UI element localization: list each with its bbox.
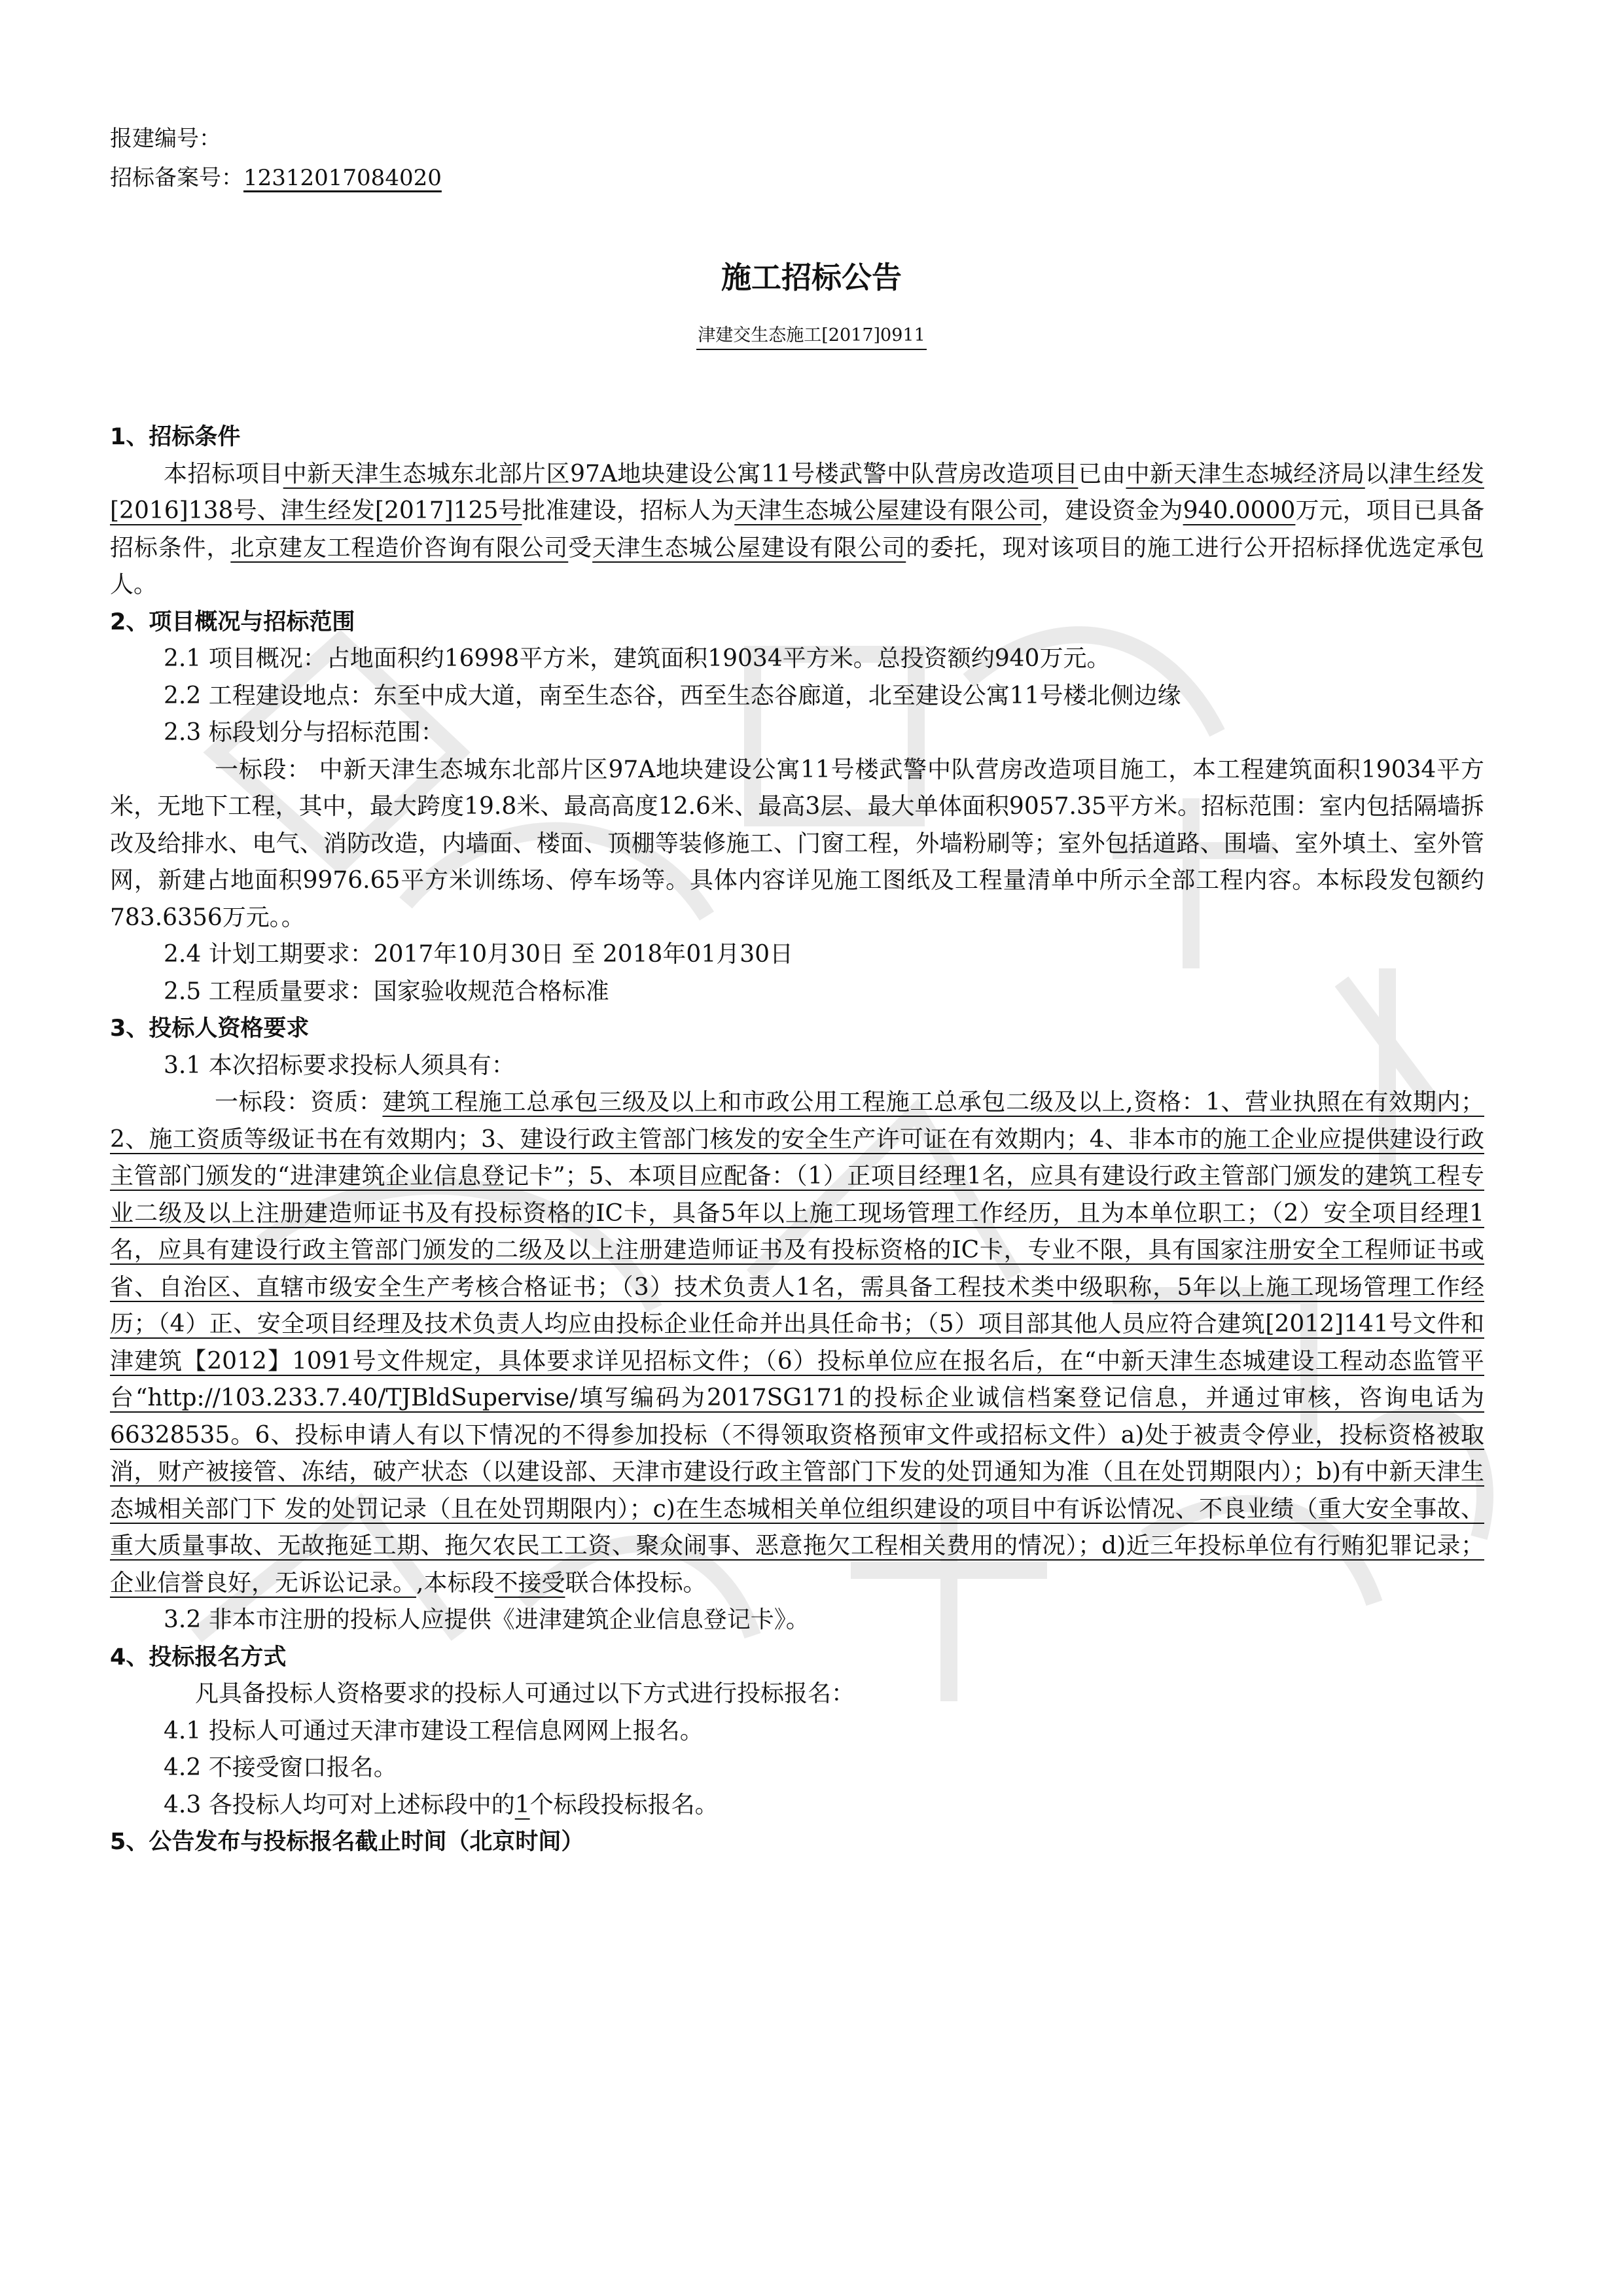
s1-project: 中新天津生态城东北部片区97A地块建设公寓11号楼武警中队营房改造项目 xyxy=(283,460,1079,487)
beian-label: 招标备案号： xyxy=(110,165,243,191)
item-2-4: 2.4 计划工期要求：2017年10月30日 至 2018年01月30日 xyxy=(164,941,794,968)
item-4-3-text: 个标段投标报名。 xyxy=(529,1791,719,1818)
item-2-5: 2.5 工程质量要求：国家验收规范合格标准 xyxy=(164,978,609,1005)
qual-no-consortium: 不接受 xyxy=(494,1569,565,1597)
beian-value: 12312017084020 xyxy=(243,165,442,191)
baojian-label: 报建编号： xyxy=(110,126,221,152)
s1-text: ，建设资金为 xyxy=(1041,497,1183,524)
section1-heading: 1、招标条件 xyxy=(110,424,241,450)
qualification-paragraph xyxy=(110,1084,1484,1602)
item-4-1: 4.1 投标人可通过天津市建设工程信息网网上报名。 xyxy=(164,1717,704,1744)
lot-description: 一标段： 中新天津生态城东北部片区97A地块建设公寓11号楼武警中队营房改造项目施工，本工程建筑面积19034平方米，无地下工程，其中，最大跨度19.8米、最高高度12.6米、最高3层、最大单体面积9057.35平方米。招标范围：室内包括隔墙拆改及给排水、电气、消防改造，内墙面、楼面、顶棚等装修施工、门窗工程，外墙粉刷等；室外包括道路、围墙、室外填土、室外管网，新建占地面积9976.65平方米训练场、停车场等。具体内容详见施工图纸及工程量清单中所示全部工程内容。本标段发包额约783.6356万元。。 xyxy=(110,756,1484,931)
s1-client: 天津生态城公屋建设有限公司 xyxy=(592,534,906,561)
item-2-2: 2.2 工程建设地点：东至中成大道，南至生态谷，西至生态谷廊道，北至建设公寓11号楼北侧边缘 xyxy=(164,682,1181,709)
item-2-1: 2.1 项目概况：占地面积约16998平方米，建筑面积19034平方米。总投资额约940万元。 xyxy=(164,645,1111,672)
s1-text: 的委托，现对该项目的施工进行公开招标择优选定承包人。 xyxy=(110,534,1484,598)
qual-requirements: 建筑工程施工总承包三级及以上和市政公用工程施工总承包二级及以上,资格：1、营业执照在有效期内；2、施工资质等级证书在有效期内；3、建设行政主管部门核发的安全生产许可证在有效期内；4、非本市的施工企业应提供建设行政主管部门颁发的“进津建筑企业信息登记卡”；5、本项目应配备：（1）正项目经理1名，应具有建设行政主管部门颁发的建筑工程专业二级及以上注册建造师证书及有投标资格的IC卡，具备5年以上施工现场管理工作经历，且为本单位职工；（2）安全项目经理1名，应具有建设行政主管部门颁发的二级及以上注册建造师证书及有投标资格的IC卡，专业不限，具有国家注册安全工程师证书或省、自治区、直辖市级安全生产考核合格证书；（3）技术负责人1名，需具备工程技术类中级职称，5年以上施工现场管理工作经历；（4）正、安全项目经理及技术负责人均应由投标企业任命并出具任命书；（5）项目部其他人员应符合建筑[2012]141号文件和津建筑【2012】1091号文件规定，具体要求详见招标文件；（6）投标单位应在报名后，在“中新天津生态城建设工程动态监管平台“http://103.233.7.40/TJBldSupervise/填写编码为2017SG171的投标企业诚信档案登记信息，并通过审核，咨询电话为66328535。6、投标申请人有以下情况的不得参加投标（不得领取资格预审文件或招标文件）a)处于被责令停业，投标资格被取消，财产被接管、冻结，破产状态（以建设部、天津市建设行政主管部门下发的处罚通知为准（且在处罚期限内）；b)有中新天津生态城相关部门下 发的处罚记录（且在处罚期限内）；c)在生态城相关单位组织建设的项目中有诉讼情况、不良业绩（重大安全事故、重大质量事故、无故拖延工期、拖欠农民工工资、聚众闹事、恶意拖欠工程相关费用的情况）；d)近三年投标单位有行贿犯罪记录； 企业信誉良好，无诉讼记录。 xyxy=(110,1089,1484,1597)
qual-lot-label: 一标段：资质： xyxy=(215,1089,383,1116)
item-2-3: 2.3 标段划分与招标范围： xyxy=(164,719,444,746)
qual-text: 联合体投标。 xyxy=(565,1569,707,1597)
section4-heading: 4、投标报名方式 xyxy=(110,1644,287,1670)
s1-fund: 940.0000 xyxy=(1183,497,1296,524)
page-title: 施工招标公告 xyxy=(721,260,902,295)
s1-text: 批准建设，招标人为 xyxy=(522,497,735,524)
s1-approver: 中新天津生态城经济局 xyxy=(1126,460,1365,487)
doc-number-text: 津建交生态施工[2017]0911 xyxy=(696,321,927,350)
s1-text: 以 xyxy=(1364,460,1389,487)
item-3-1: 3.1 本次招标要求投标人须具有： xyxy=(164,1051,515,1079)
s1-text: 已由 xyxy=(1078,460,1126,487)
tender-record-number xyxy=(110,160,442,196)
doc-number xyxy=(0,321,1623,350)
qual-text: ,本标段 xyxy=(416,1569,495,1597)
baojian-number xyxy=(110,120,221,157)
s1-approval: 津生经发[2016]138号、津生经发[2017]125号 xyxy=(110,460,1484,524)
item-4-2: 4.2 不接受窗口报名。 xyxy=(164,1754,397,1781)
section1-paragraph xyxy=(110,456,1484,604)
document-body xyxy=(110,419,1484,1861)
section2-heading: 2、项目概况与招标范围 xyxy=(110,609,355,635)
section3-heading: 3、投标人资格要求 xyxy=(110,1016,310,1042)
s1-text: 万元，项目已具备招标条件， xyxy=(110,497,1484,561)
item-4-3 xyxy=(110,1787,1484,1824)
s1-text: 本招标项目 xyxy=(164,460,283,487)
s1-agent: 北京建友工程造价咨询有限公司 xyxy=(230,534,569,561)
item-3-2: 3.2 非本市注册的投标人应提供《进津建筑企业信息登记卡》。 xyxy=(164,1606,810,1633)
section4-intro: 凡具备投标人资格要求的投标人可通过以下方式进行投标报名： xyxy=(195,1680,855,1707)
s1-text: 受 xyxy=(568,534,593,561)
section5-heading: 5、公告发布与投标报名截止时间（北京时间） xyxy=(110,1829,584,1855)
item-4-3-text: 4.3 各投标人均可对上述标段中的 xyxy=(164,1791,515,1818)
s1-tenderer: 天津生态城公屋建设有限公司 xyxy=(734,497,1042,524)
item-4-3-count: 1 xyxy=(514,1791,530,1818)
